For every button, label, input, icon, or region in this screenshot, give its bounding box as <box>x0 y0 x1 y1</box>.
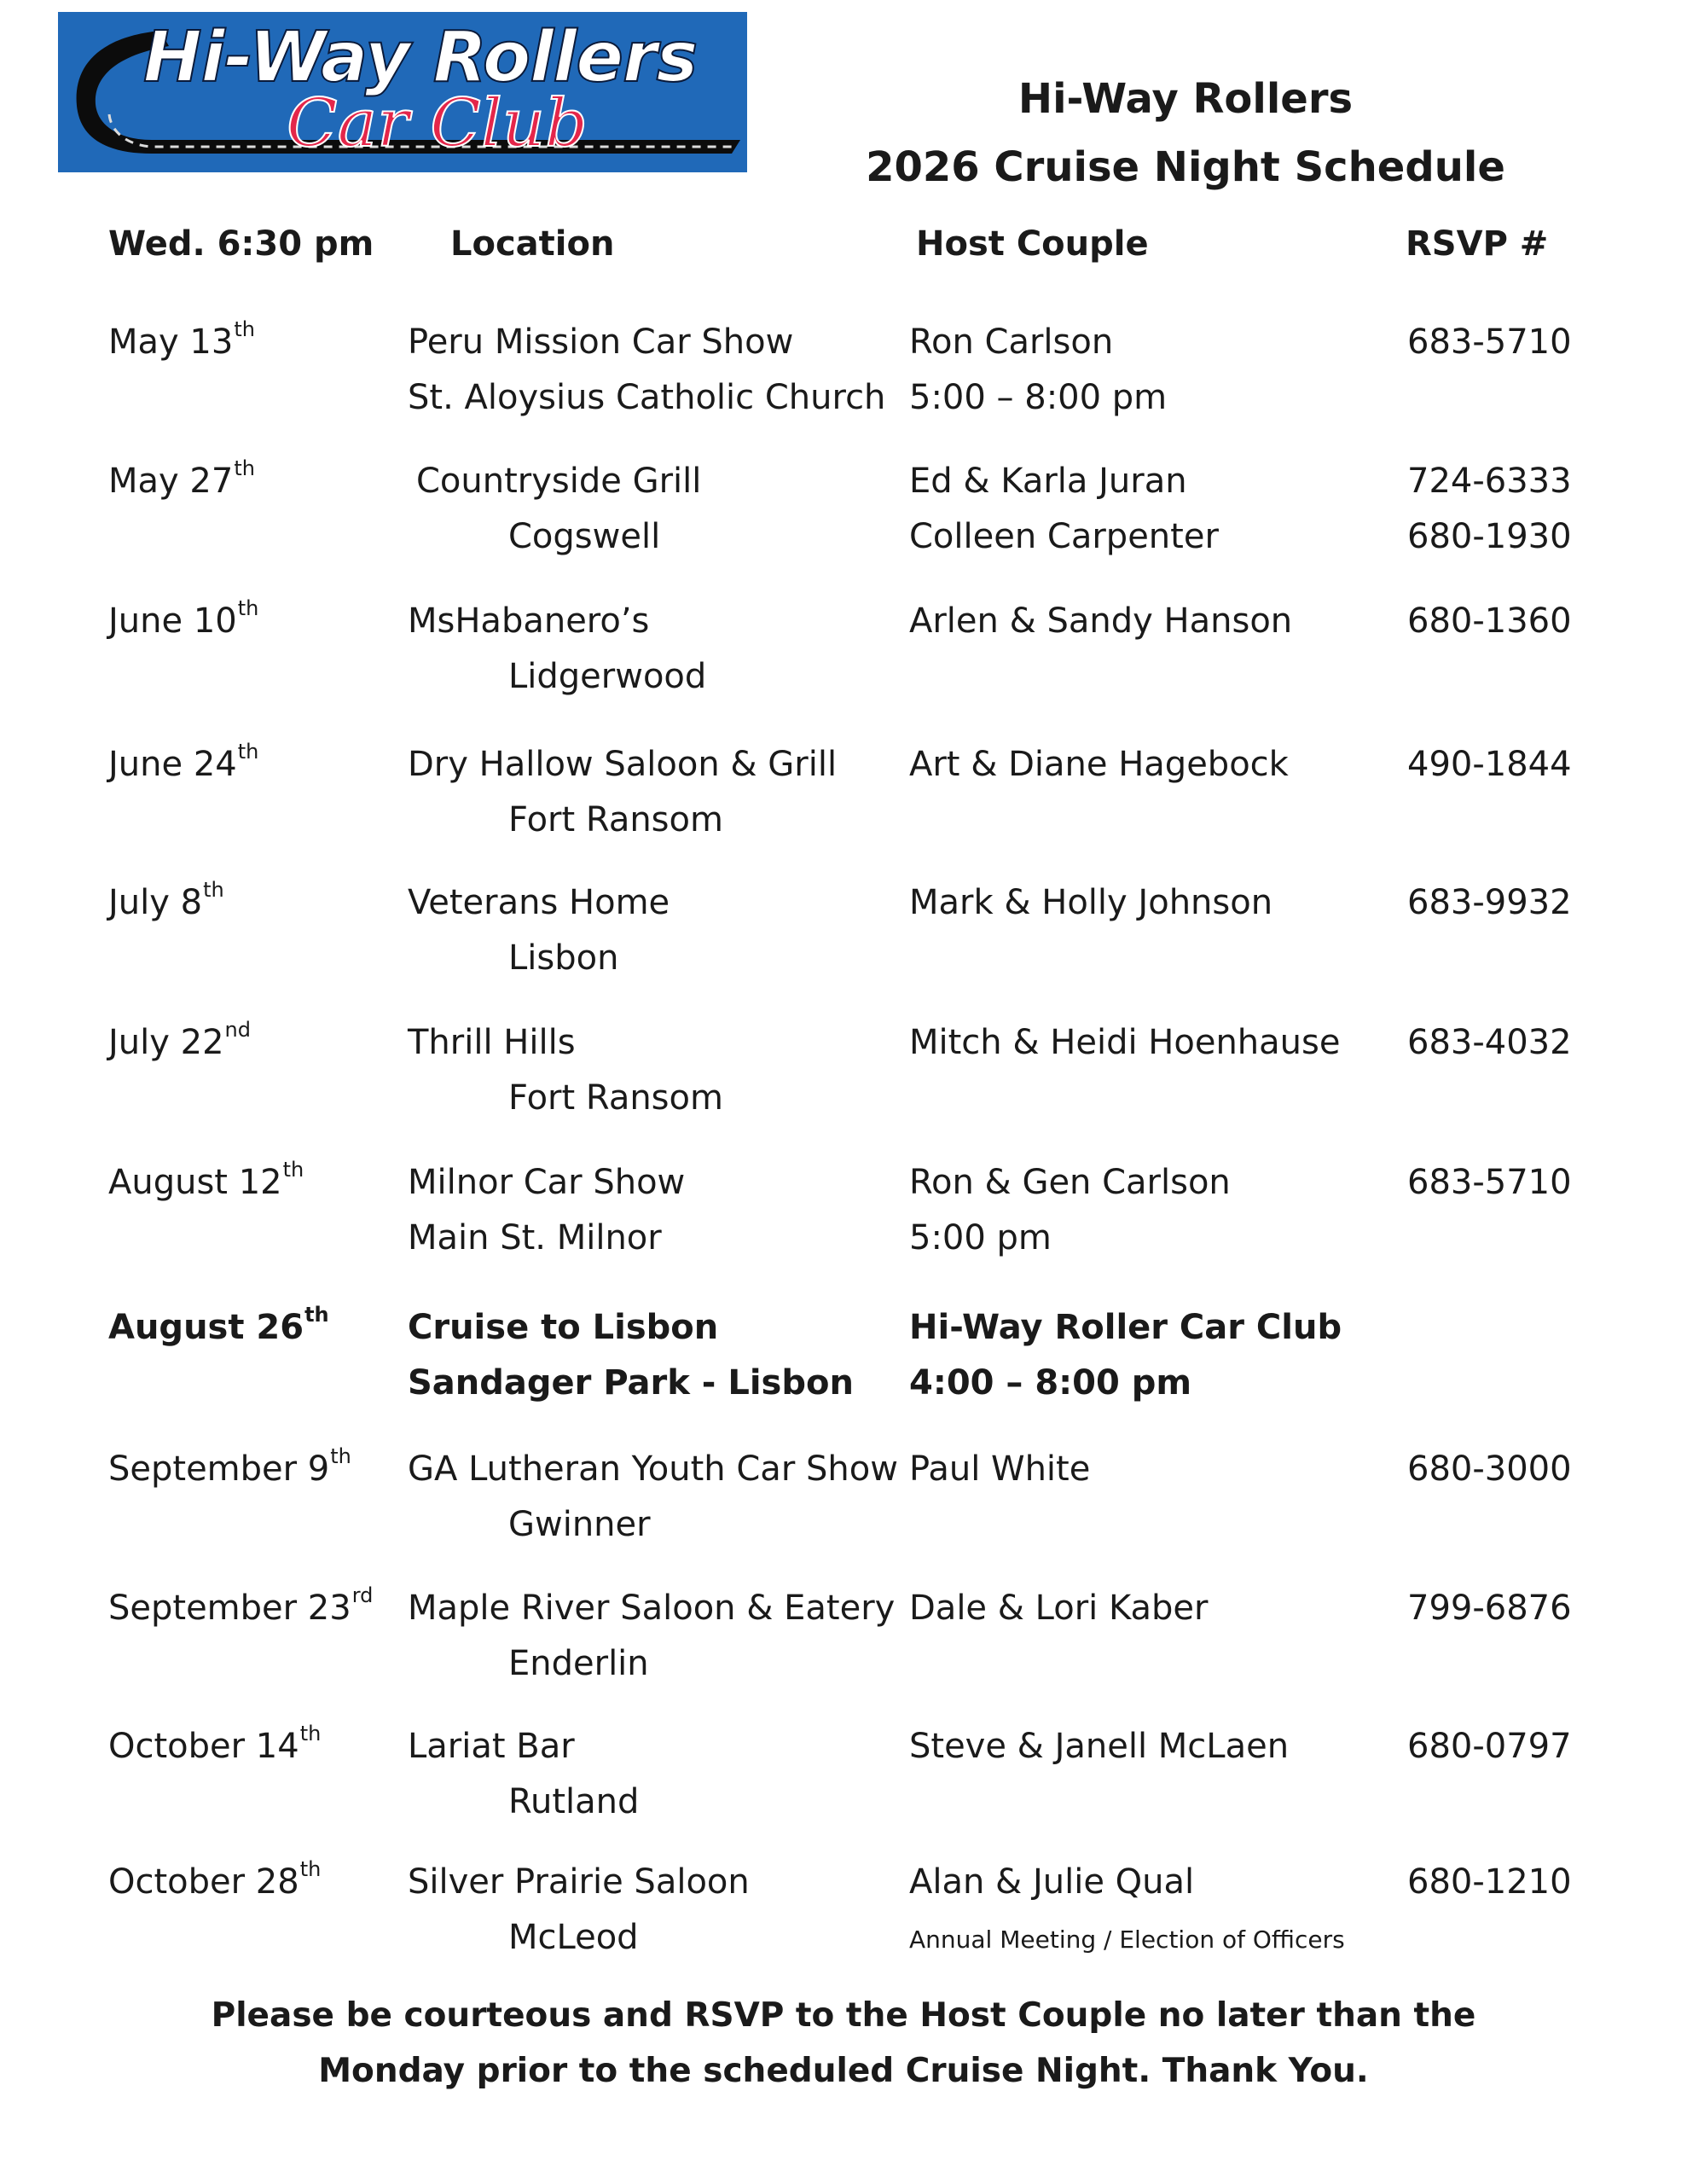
host-detail: 5:00 pm <box>909 1218 1052 1258</box>
rsvp-number: 680-3000 <box>1407 1449 1572 1489</box>
host-couple: Mark & Holly Johnson <box>909 883 1273 922</box>
rsvp-number: 799-6876 <box>1407 1589 1572 1628</box>
rsvp-note-line1: Please be courteous and RSVP to the Host Couple no later than the <box>211 1996 1476 2035</box>
event-location-detail: Gwinner <box>508 1505 651 1544</box>
event-location: Maple River Saloon & Eatery <box>408 1589 896 1628</box>
event-date: August 12th <box>108 1158 304 1202</box>
schedule-row <box>0 1158 1687 1265</box>
schedule-row <box>0 1722 1687 1829</box>
event-location-detail: McLeod <box>508 1918 639 1957</box>
event-location: Milnor Car Show <box>408 1163 686 1202</box>
event-date: October 14th <box>108 1722 322 1766</box>
event-location: GA Lutheran Youth Car Show <box>408 1449 898 1489</box>
event-location: Lariat Bar <box>408 1727 575 1766</box>
schedule-row <box>0 596 1687 704</box>
rsvp-number: 683-5710 <box>1407 322 1572 362</box>
rsvp-number: 683-4032 <box>1407 1023 1572 1062</box>
event-date: September 23rd <box>108 1583 374 1628</box>
event-location: Peru Mission Car Show <box>408 322 794 362</box>
column-header-host: Host Couple <box>916 224 1149 264</box>
rsvp-number: 683-9932 <box>1407 883 1572 922</box>
rsvp-note-line2: Monday prior to the scheduled Cruise Night. Thank You. <box>318 2052 1369 2090</box>
event-location-detail: Lisbon <box>508 938 619 978</box>
rsvp-number: 490-1844 <box>1407 745 1572 784</box>
logo-text-hi-way-rollers: Hi-Way Rollers <box>143 17 698 98</box>
host-couple: Ed & Karla Juran <box>909 462 1187 501</box>
event-date: September 9th <box>108 1444 351 1489</box>
column-header-location: Location <box>450 224 615 264</box>
event-date: October 28th <box>108 1857 322 1902</box>
host-couple: Steve & Janell McLaen <box>909 1727 1290 1766</box>
host-detail: Colleen Carpenter <box>909 517 1219 556</box>
host-couple: Art & Diane Hagebock <box>909 745 1289 784</box>
event-location: Silver Prairie Saloon <box>408 1862 750 1902</box>
host-detail: 4:00 – 8:00 pm <box>909 1363 1192 1403</box>
event-location-detail: Cogswell <box>508 517 661 556</box>
event-location-detail: Enderlin <box>508 1644 649 1683</box>
event-date: June 10th <box>108 596 259 641</box>
event-location: Dry Hallow Saloon & Grill <box>408 745 838 784</box>
event-date: May 13th <box>108 317 255 362</box>
event-location: Thrill Hills <box>408 1023 576 1062</box>
event-location: Veterans Home <box>408 883 670 922</box>
event-date: July 22nd <box>108 1018 251 1062</box>
event-location-detail: St. Aloysius Catholic Church <box>408 378 886 417</box>
rsvp-number: 724-6333 <box>1407 462 1572 501</box>
schedule-row <box>0 317 1687 425</box>
host-couple: Hi-Way Roller Car Club <box>909 1308 1342 1347</box>
event-location-detail: Lidgerwood <box>508 657 707 696</box>
host-detail: Annual Meeting / Election of Officers <box>909 1926 1345 1954</box>
schedule-row-club-event <box>0 1303 1687 1410</box>
schedule-row <box>0 1857 1687 1965</box>
schedule-row <box>0 1018 1687 1125</box>
host-couple: Dale & Lori Kaber <box>909 1589 1209 1628</box>
host-couple: Alan & Julie Qual <box>909 1862 1195 1902</box>
event-location-detail: Main St. Milnor <box>408 1218 662 1258</box>
schedule-row <box>0 456 1687 564</box>
host-couple: Arlen & Sandy Hanson <box>909 601 1293 641</box>
event-location: Cruise to Lisbon <box>408 1308 719 1347</box>
schedule-row <box>0 1444 1687 1552</box>
rsvp-number-secondary: 680-1930 <box>1407 517 1572 556</box>
page-subtitle: 2026 Cruise Night Schedule <box>866 143 1505 191</box>
schedule-row <box>0 1583 1687 1691</box>
schedule-row <box>0 878 1687 985</box>
event-date: June 24th <box>108 740 259 784</box>
event-date: August 26th <box>108 1303 329 1347</box>
rsvp-number: 680-0797 <box>1407 1727 1572 1766</box>
host-couple: Mitch & Heidi Hoenhause <box>909 1023 1341 1062</box>
page-title: Hi-Way Rollers <box>1017 75 1354 123</box>
rsvp-number: 683-5710 <box>1407 1163 1572 1202</box>
event-location-detail: Fort Ransom <box>508 1078 723 1118</box>
logo-text-car-club: Car Club <box>287 85 588 162</box>
host-couple: Ron & Gen Carlson <box>909 1163 1231 1202</box>
event-location: Countryside Grill <box>416 462 702 501</box>
event-location: MsHabanero’s <box>408 601 650 641</box>
event-location-detail: Sandager Park - Lisbon <box>408 1363 854 1403</box>
rsvp-number: 680-1210 <box>1407 1862 1572 1902</box>
event-date: May 27th <box>108 456 255 501</box>
schedule-row <box>0 740 1687 847</box>
event-location-detail: Fort Ransom <box>508 800 723 839</box>
rsvp-number: 680-1360 <box>1407 601 1572 641</box>
column-header-rsvp: RSVP # <box>1406 224 1549 264</box>
event-location-detail: Rutland <box>508 1782 640 1821</box>
host-detail: 5:00 – 8:00 pm <box>909 378 1168 417</box>
column-header-time: Wed. 6:30 pm <box>108 224 374 264</box>
club-logo <box>58 12 747 172</box>
event-date: July 8th <box>108 878 224 922</box>
host-couple: Paul White <box>909 1449 1091 1489</box>
host-couple: Ron Carlson <box>909 322 1114 362</box>
